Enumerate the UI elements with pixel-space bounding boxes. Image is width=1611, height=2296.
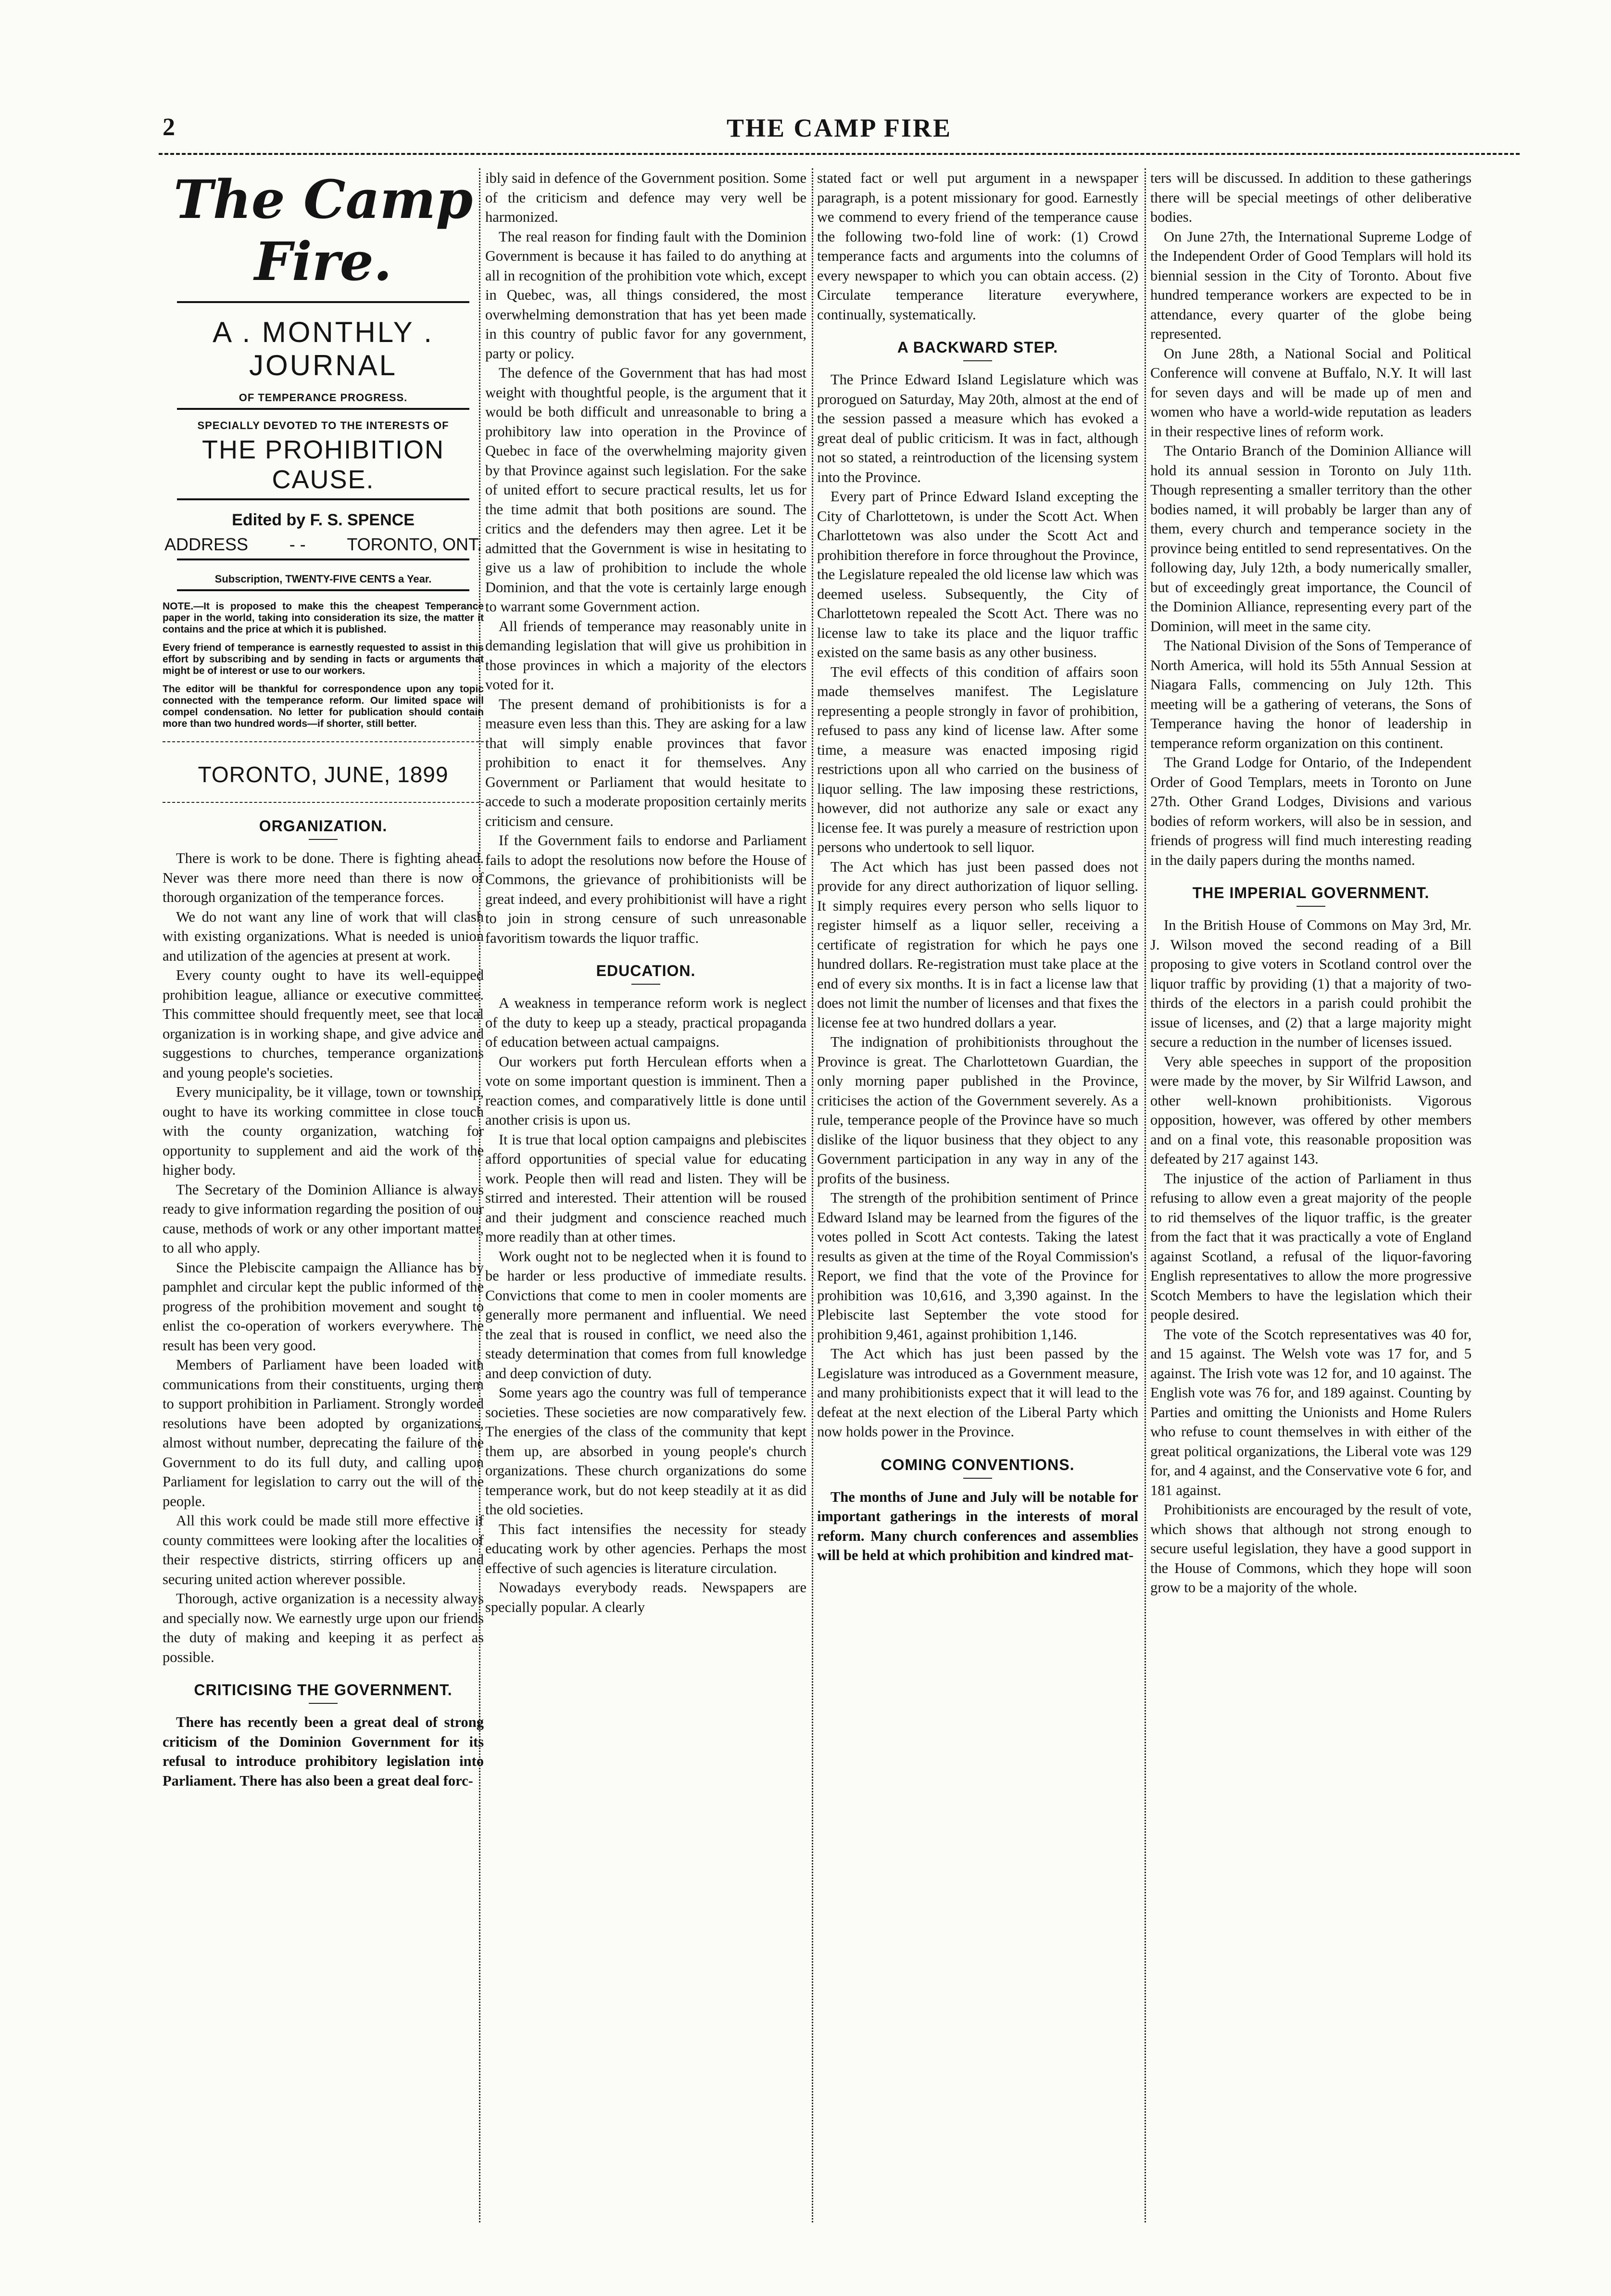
article-paragraph: There is work to be done. There is fighting ahead. Never was there more need than there is now of thorough organization of the temperance forces. — [163, 850, 484, 905]
column-3-body — [817, 168, 1138, 1565]
article-paragraph: ters will be discussed. In addition to these gatherings there will be special meetings of other deliberative bodies. — [1150, 170, 1472, 225]
article-paragraph: The strength of the prohibition sentiment of Prince Edward Island may be learned from the figures of the votes polled in Scott Act contests. Taking the latest results as given at the time of the Royal Commission's Report, we find that the vote of the Province for prohibition was 10,616, and 3,390 against. In the Plebiscite last September the vote stood for prohibition 9,461, against prohibition 1,146. — [817, 1190, 1138, 1343]
article-paragraph: Our workers put forth Herculean efforts when a vote on some important question is imminent. Then a reaction comes, and comparatively little is done until another crisis is upon us. — [485, 1053, 806, 1128]
article-paragraph: Very able speeches in support of the proposition were made by the mover, by Sir Wilfrid Lawson, and other well-known prohibitionists. Vigorous opposition, however, was offered by other members and on a final vote, this reasonable proposition was defeated by 217 against 143. — [1150, 1053, 1472, 1167]
masthead-cause: THE PROHIBITION CAUSE. — [201, 435, 445, 494]
article-paragraph: This fact intensifies the necessity for steady educating work by other agencies. Perhaps the most effective of such agencies is literature circulation. — [485, 1521, 806, 1576]
article-paragraph: Every part of Prince Edward Island excepting the City of Charlottetown, is under the Scott Act. When Charlottetown was also under the Scott Act and prohibition therefore in force throughout the Province, the Legislature repealed the old license law which was deemed useless. Subsequently, the City of Charlottetown repealed the Scott Act. There was no license law to take its place and the liquor traffic existed on the same basis as any other business. — [817, 488, 1138, 660]
article-paragraph: The injustice of the action of Parliament in thus refusing to allow even a great majority of the people to rid themselves of the liquor traffic, is the greater from the fact that it was practically a vote of England against Scotland, a refusal of the liquor-favoring English representatives to allow the more progressive Scotch Members to have the legislation which their people desired. — [1150, 1170, 1472, 1323]
masthead-of-line: OF TEMPERANCE PROGRESS. — [239, 392, 408, 404]
heading-rule — [309, 839, 338, 840]
dateline: TORONTO, JUNE, 1899 — [198, 762, 449, 787]
masthead-rule — [177, 301, 469, 303]
article-paragraph: The Act which has just been passed does not provide for any direct authorization of liquor selling. It simply requires every person who sells liquor to register himself as a liquor seller, receiving a certificate of registration for which he pays one hundred dollars. Re-registration must take place at the end of every six months. It is in fact a license law that does not limit the number of licenses and that fixes the license fee at two hundred dollars a year. — [817, 858, 1138, 1031]
article-paragraph: Since the Plebiscite campaign the Alliance has by pamphlet and circular kept the public informed of the progress of the prohibition movement and sought to enlist the co-operation of workers everywhere. The result has been very good. — [163, 1259, 484, 1354]
running-head — [159, 113, 1520, 152]
masthead-rule — [177, 498, 469, 500]
article-paragraph: The National Division of the Sons of Temperance of North America, will hold its 55th Annual Session at Niagara Falls, commencing on July 12th. This meeting will be a gathering of veterans, the Sons of Temperance having the honor of leadership in temperance reform organization on this continent. — [1150, 637, 1472, 751]
column-1-body — [163, 817, 484, 1790]
article-paragraph: The months of June and July will be notable for important gatherings in the interests of moral reform. Many church conferences and assemblies will be held at which prohibition and kindred mat- — [817, 1488, 1138, 1563]
article-paragraph: Every county ought to have its well-equipped prohibition league, alliance or executive committee. This committee should frequently meet, see that local organization is in working shape, and give advice and suggestions to churches, temperance organizations and young people's societies. — [163, 967, 484, 1081]
article-paragraph: Prohibitionists are encouraged by the result of vote, which shows that although not strong enough to secure useful legislation, they have a good support in the House of Commons, which they hope will soon grow to be a majority of the whole. — [1150, 1501, 1472, 1596]
masthead-address — [163, 534, 484, 555]
address-label: ADDRESS — [164, 534, 249, 554]
masthead-rule — [177, 589, 469, 591]
heading-rule — [309, 1703, 338, 1704]
editorial-notes — [163, 601, 484, 730]
masthead-title: The Camp Fire. — [173, 168, 473, 292]
column-4 — [1150, 168, 1472, 2251]
address-separator: - - — [289, 534, 306, 554]
column-2 — [485, 168, 806, 2251]
column-2-body — [485, 168, 806, 1617]
masthead-rule — [177, 408, 469, 410]
article-paragraph: stated fact or well put argument in a newspaper paragraph, is a potent missionary for good. Earnestly we commend to every friend of the temperance cause the following two-fold line of work: (1) Crowd temperance facts and arguments into the columns of every newspaper to which you can obtain access. (2) Circulate temperance literature everywhere, continually, systematically. — [817, 170, 1138, 323]
masthead — [163, 168, 484, 591]
article-paragraph: The vote of the Scotch representatives was 40 for, and 15 against. The Welsh vote was 17 for, and 5 against. The Irish vote was 12 for, and 10 against. The English vote was 76 for, and 189 against. Counting by Parties and omitting the Unionists and Home Rulers who refuse to count themselves in with either of the great political organizations, the Liberal vote was 129 for, and 4 against, and the Conservative vote 6 for, and 181 against. — [1150, 1326, 1472, 1498]
article-paragraph: The real reason for finding fault with the Dominion Government is because it has failed to do anything at all in recognition of the prohibition vote which, except in Quebec, was, all things considered, the most overwhelming demonstration that has yet been made in this country of public favor for any government, party or policy. — [485, 228, 806, 362]
article-paragraph: The Act which has just been passed by the Legislature was introduced as a Government measure, and many prohibitionists expect that it will lead to the defeat at the next election of the Liberal Party which now holds power in the Province. — [817, 1345, 1138, 1440]
article-paragraph: Some years ago the country was full of temperance societies. These societies are now comparatively few. The energies of the class of the community that kept them up, are absorbed in young people's church organizations. These church organizations do some temperance work, but do not keep steadily at it as did the old societies. — [485, 1384, 806, 1518]
address-city: TORONTO, ONT. — [347, 534, 482, 554]
masthead-subscription: Subscription, TWENTY-FIVE CENTS a Year. — [214, 573, 432, 585]
page-number: 2 — [163, 114, 175, 141]
masthead-devoted-line: SPECIALLY DEVOTED TO THE INTERESTS OF — [197, 419, 449, 431]
article-heading: CRITICISING THE GOVERNMENT. — [194, 1681, 453, 1699]
article-paragraph: The Prince Edward Island Legislature which was prorogued on Saturday, May 20th, almost at the end of the session passed a measure which has evoked a great deal of public criticism. It was in fact, although not so stated, a reintroduction of the licensing system into the Province. — [817, 371, 1138, 485]
article-paragraph: Members of Parliament have been loaded with communications from their constituents, urging them to support prohibition in Parliament. Strongly worded resolutions have been adopted by organizations, almost without number, deprecating the failure of the Government to do its full duty, and calling upon Parliament for legislation to carry out the will of the people. — [163, 1357, 484, 1510]
article-paragraph: We do not want any line of work that will clash with existing organizations. What is needed is union and utilization of the agencies at present at work. — [163, 908, 484, 964]
article-paragraph: The Grand Lodge for Ontario, of the Independent Order of Good Templars, meets in Toronto on June 27th. Other Grand Lodges, Divisions and various bodies of reform workers, will also be in session, and friends of progress will find much interesting reading in the daily papers during the months named. — [1150, 754, 1472, 868]
article-paragraph: Nowadays everybody reads. Newspapers are specially popular. A clearly — [485, 1579, 806, 1615]
heading-rule — [963, 360, 992, 361]
article-paragraph: The defence of the Government that has had most weight with thoughtful people, is the argument that it would be both difficult and unreasonable to bring a prohibitory law into operation in the Province of Quebec in face of the overwhelming majority given by that Province against such legislation. For the sake of united effort to secure practical results, let us for the time admit that both positions are sound. The critics and the defenders may then agree. Let it be admitted that the Government is wise in hesitating to give us a law of prohibition to include the whole Dominion, and that the vote is certainly large enough to warrant some Government action. — [485, 365, 806, 615]
masthead-rule — [177, 558, 469, 560]
article-heading: COMING CONVENTIONS. — [881, 1456, 1075, 1473]
dash-rule — [163, 802, 484, 803]
article-paragraph: A weakness in temperance reform work is neglect of the duty to keep up a steady, practical propaganda of education between actual campaigns. — [485, 995, 806, 1050]
article-paragraph: On June 27th, the International Supreme Lodge of the Independent Order of Good Templars will hold its biennial session in the City of Toronto. About five hundred temperance workers are expected to be in attendance, every quarter of the globe being represented. — [1150, 228, 1472, 342]
dash-rule — [163, 741, 484, 742]
article-paragraph: All this work could be made still more effective if county committees were looking after the localities of their respective districts, stirring officers up and securing united action wherever possible. — [163, 1512, 484, 1587]
article-paragraph: Work ought not to be neglected when it is found to be harder or less productive of immediate results. Convictions that come to men in cooler moments are generally more permanent and influential. We need the zeal that is roused in conflict, we need also the steady determination that comes from full knowledge and deep conviction of duty. — [485, 1248, 806, 1382]
article-paragraph: The present demand of prohibitionists is for a measure even less than this. They are asking for a law that will simply enable provinces that favor prohibition to enact it for themselves. Any Government or Parliament that would hesitate to accede to such a moderate proposition certainly merits criticism and censure. — [485, 696, 806, 829]
heading-rule — [1296, 906, 1325, 907]
article-paragraph: The Secretary of the Dominion Alliance is always ready to give information regarding the position of our cause, methods of work or any other important matter, to all who apply. — [163, 1181, 484, 1256]
article-paragraph: The evil effects of this condition of affairs soon made themselves manifest. The Legislature representing a people strongly in favor of prohibition, refused to pass any kind of license law. After some time, a measure was enacted imposing rigid restrictions upon all who carried on the business of liquor selling. The law imposing these restrictions, however, did not authorize any sale or exact any license fee. It was purely a measure of restriction upon persons who undertook to sell liquor. — [817, 663, 1138, 855]
article-heading: A BACKWARD STEP. — [897, 339, 1058, 356]
article-heading: EDUCATION. — [596, 962, 696, 979]
article-paragraph: The indignation of prohibitionists throughout the Province is great. The Charlottetown Guardian, the only morning paper published in the Province, criticises the action of the Government severely. As a rule, temperance people of the Province have so much dislike of the liquor business that they object to any Government participation in any way in any of the profits of the business. — [817, 1034, 1138, 1187]
article-paragraph: There has recently been a great deal of strong criticism of the Dominion Government for its refusal to introduce prohibitory legislation into Parliament. There has also been a great deal forc- — [163, 1714, 484, 1789]
editorial-note: Every friend of temperance is earnestly requested to assist in this effort by subscribing and by sending in facts or arguments that might be of interest or use to our workers. — [163, 642, 484, 676]
masthead-editor: Edited by F. S. SPENCE — [232, 511, 415, 529]
running-title: THE CAMP FIRE — [726, 114, 952, 142]
article-paragraph: It is true that local option campaigns and plebiscites afford opportunities of special value for educating work. People then will read and listen. They will be stirred and interested. Their attention will be roused and their judgment and conscience reached much more readily than at other times. — [485, 1131, 806, 1245]
column-1 — [163, 168, 484, 2251]
article-paragraph: The Ontario Branch of the Dominion Alliance will hold its annual session in Toronto on July 11th. Though representing a smaller territory than the other bodies named, it will probably be larger than any of them, every church and temperance society in the province being entitled to send representatives. On the following day, July 12th, a body numerically smaller, but of exceedingly great importance, the Council of the Dominion Alliance, representing every part of the Dominion, will meet in the same city. — [1150, 443, 1472, 634]
article-paragraph: On June 28th, a National Social and Political Conference will convene at Buffalo, N.Y. It will last for seven days and will be made up of men and women who have a world-wide reputation as leaders in their respective lines of reform work. — [1150, 345, 1472, 440]
article-heading: ORGANIZATION. — [259, 817, 388, 835]
article-paragraph: If the Government fails to endorse and Parliament fails to adopt the resolutions now before the House of Commons, the grievance of prohibitionists will be great indeed, and every prohibitionist will have a right to join in strong censure of such unreasonable favoritism towards the liquor traffic. — [485, 832, 806, 946]
heading-rule — [631, 984, 660, 985]
column-separator — [812, 168, 813, 2222]
article-paragraph: All friends of temperance may reasonably unite in demanding legislation that will give us prohibition in those provinces in which a majority of the electors voted for it. — [485, 618, 806, 693]
masthead-subtitle: A . MONTHLY . JOURNAL — [213, 316, 434, 381]
article-paragraph: ibly said in defence of the Government position. Some of the criticism and defence may very well be harmonized. — [485, 170, 806, 225]
column-separator — [1145, 168, 1146, 2222]
article-paragraph: Thorough, active organization is a necessity always and specially now. We earnestly urge upon our friends the duty of making and keeping it as perfect as possible. — [163, 1590, 484, 1665]
editorial-note: The editor will be thankful for correspondence upon any topic connected with the temperance reform. Our limited space will compel condensation. No letter for publication should contain more than two hundred words—if shorter, still better. — [163, 684, 484, 729]
heading-rule — [963, 1478, 992, 1479]
column-3 — [817, 168, 1138, 2251]
article-paragraph: In the British House of Commons on May 3rd, Mr. J. Wilson moved the second reading of a Bill proposing to give voters in Scotland control over the liquor traffic by providing (1) that a majority of two-thirds of the electors in a parish could prohibit the issue of licenses, and (2) that a large majority might secure a reduction in the number of licenses issued. — [1150, 917, 1472, 1050]
article-paragraph: Every municipality, be it village, town or township, ought to have its working committee in close touch with the county organization, watching for opportunity to supplement and aid the work of the higher body. — [163, 1084, 484, 1178]
editorial-note: NOTE.—It is proposed to make this the cheapest Temperance paper in the world, taking into consideration its size, the matter it contains and the price at which it is published. — [163, 601, 484, 635]
header-rule — [159, 153, 1520, 155]
column-4-body — [1150, 168, 1472, 1598]
article-heading: THE IMPERIAL GOVERNMENT. — [1192, 884, 1430, 901]
